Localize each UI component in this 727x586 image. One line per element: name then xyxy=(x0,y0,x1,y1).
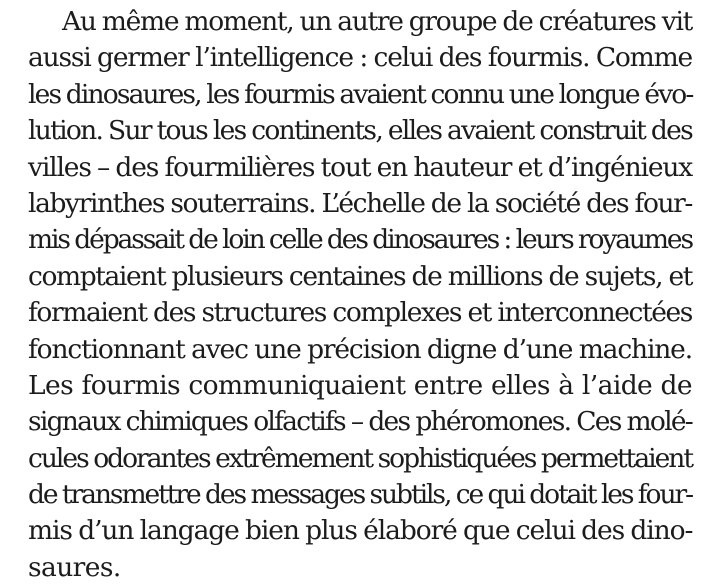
text-line: signaux chimiques olfactifs – des phéromones. Ces molé- xyxy=(28,406,692,438)
text-line: comptaient plusieurs centaines de millions de sujets, et xyxy=(28,260,692,292)
text-line: formaient des structures complexes et interconnectées xyxy=(28,297,692,329)
text-line: villes – des fourmilières tout en hauteur et d’ingénieux xyxy=(28,151,693,183)
text-line: cules odorantes extrêmement sophistiquées permettaient xyxy=(28,442,692,474)
text-line: fonctionnant avec une précision digne d’une machine. xyxy=(28,333,692,365)
text-line: de transmettre des messages subtils, ce qui dotait les four- xyxy=(28,479,692,511)
text-line: aussi germer l’intelligence : celui des fourmis. Comme xyxy=(28,42,692,74)
text-line: lution. Sur tous les continents, elles avaient construit des xyxy=(28,115,692,147)
body-paragraph xyxy=(28,4,692,586)
text-line: labyrinthes souterrains. L’échelle de la société des four- xyxy=(28,187,692,219)
text-line: mis dépassait de loin celle des dinosaures : leurs royaumes xyxy=(28,224,692,256)
text-line: Les fourmis communiquaient entre elles à l’aide de xyxy=(28,369,692,401)
text-line: les dinosaures, les fourmis avaient connu une longue évo- xyxy=(28,78,693,110)
text-line: mis d’un langage bien plus élaboré que celui des dino- xyxy=(28,515,693,547)
text-line: Au même moment, un autre groupe de créatures vit xyxy=(62,6,692,37)
text-line: saures. xyxy=(28,551,121,583)
